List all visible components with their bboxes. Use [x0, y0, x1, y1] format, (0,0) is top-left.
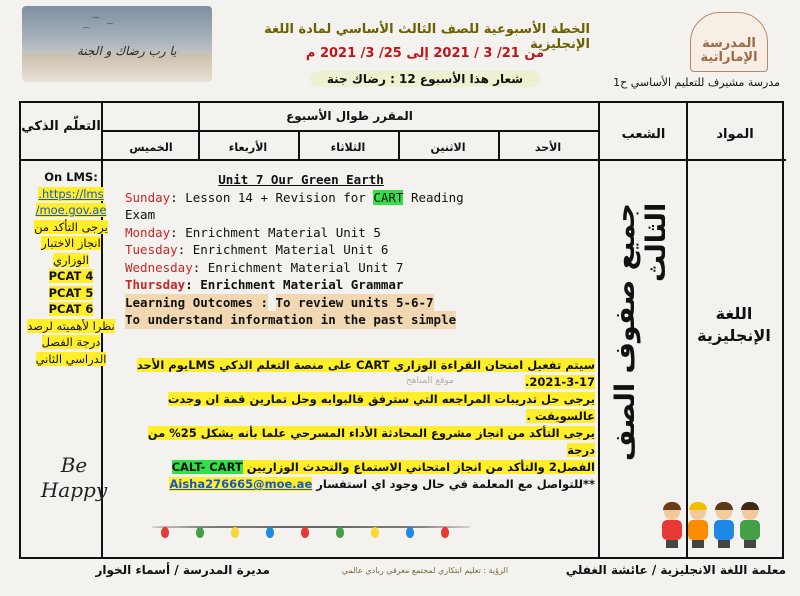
principal-signature: مديرة المدرسة / أسماء الخوار [95, 563, 270, 577]
bulb-icon [161, 527, 169, 538]
day-wednesday: الأربعاء [228, 141, 268, 154]
thursday-row [125, 276, 477, 294]
lms-link-cont[interactable]: moe.gov.ae/ [35, 203, 107, 217]
banner-image [22, 6, 212, 82]
monday-row [125, 224, 477, 242]
watermark: موقع المناهج [406, 376, 454, 386]
bulb-icon [231, 527, 239, 538]
outcomes-title: Learning Outcomes : [125, 294, 268, 310]
outcome-2: To understand information in the past simple [125, 312, 457, 327]
bulb-icon [301, 527, 309, 538]
kid-icon [713, 504, 735, 548]
weekly-slogan: شعار هذا الأسبوع 12 : رضاك جنة [310, 71, 540, 87]
school-name: مدرسة مشيرف للتعليم الأساسي ح1 [613, 76, 780, 89]
header-subjects: المواد [716, 127, 754, 142]
kid-icon [687, 504, 709, 548]
plan-title: الخطة الأسبوعية للصف الثالث الأساسي لمادة اللغة الإنجليزية [264, 22, 590, 52]
weekly-content [125, 171, 477, 329]
note-line-5: **للتواصل مع المعلمة في حال وجود اي استفسار [312, 477, 595, 491]
pcat-4: PCAT 4 [48, 269, 94, 283]
logo-line2: الإماراتية [700, 50, 758, 65]
kid-icon [661, 504, 683, 548]
logo-text [691, 37, 767, 65]
day-tuesday: الثلاثاء [330, 141, 366, 154]
monday-text: : Enrichment Material Unit 5 [170, 224, 381, 240]
wednesday-row [125, 259, 477, 277]
lms-link[interactable]: https://lms. [38, 186, 104, 201]
logo-line1: المدرسة [702, 36, 756, 51]
table-divider [101, 130, 598, 132]
teacher-signature: معلمة اللغة الانجليزية / عائشة الغفلي [565, 563, 786, 577]
sunday-text-end: Reading Exam [125, 189, 464, 222]
happy-word: Happy [40, 478, 108, 502]
sections-vertical-text: جميع صفوف الصف الثالث [610, 203, 672, 461]
pcat-5: PCAT 5 [48, 285, 94, 300]
bulb-icon [336, 527, 344, 538]
outcome-1: To review units 5-6-7 [275, 294, 434, 310]
plan-table [19, 101, 784, 559]
kids-clipart [661, 498, 771, 548]
school-logo [690, 12, 768, 72]
bird-icon: ⌒ [106, 23, 114, 32]
pcat-6: PCAT 6 [48, 302, 94, 316]
sunday-text: : Lesson 14 + Revision for [170, 189, 374, 205]
bulb-icon [441, 527, 449, 538]
lms-importance: نظرا لأهميته لرصد درجة الفصل الدراسي الثاني [27, 318, 115, 366]
thursday-label: Thursday [125, 277, 186, 292]
tuesday-row [125, 241, 477, 259]
sunday-label: Sunday [125, 189, 171, 205]
header-smart-learning: التعلّم الذكي [21, 119, 101, 134]
kid-icon [739, 504, 761, 548]
note-line-3: يرجى التأكد من انجاز مشروع المحادثة الأداء المسرحي علما بأنه يشكل 25% من درجة [147, 426, 595, 457]
wednesday-label: Wednesday [125, 259, 193, 275]
table-divider [686, 103, 688, 557]
table-divider [21, 159, 786, 161]
note-line-1: سيتم تفعيل امتحان القراءة الوزاري CART على منصة التعلم الذكي LMSيوم الأحد 17-3-2021. [136, 358, 595, 389]
monday-label: Monday [125, 224, 171, 240]
notes-block [125, 357, 595, 493]
note-line-4: الفصل2 والتأكد من انجاز امتحاني الاستماع والتحدث الوزاريين [242, 460, 595, 474]
be-word: Be [60, 453, 88, 477]
lms-column [25, 169, 117, 367]
teacher-email-link[interactable]: Aisha276665@moe.ae [169, 477, 313, 491]
table-divider [598, 103, 600, 557]
bulb-icon [406, 527, 414, 538]
sections-cell [606, 203, 676, 503]
lms-title: On LMS: [44, 170, 98, 184]
bird-icon: ⌒ [92, 17, 100, 26]
tuesday-text: : Enrichment Material Unit 6 [177, 242, 389, 257]
calt-cart-tag: CALT- CART [171, 460, 243, 474]
sunday-row [125, 189, 477, 224]
bulb-icon [196, 527, 204, 538]
day-thursday: الخميس [129, 141, 173, 154]
bird-icon: ⌒ [82, 27, 90, 36]
plan-date-range: من 21/ 3 / 2021 إلى 25/ 3/ 2021 م [305, 46, 545, 61]
header-sections: الشعب [621, 127, 666, 142]
banner-text: يا رب رضاك و الجنة [77, 44, 177, 58]
wednesday-text: : Enrichment Material Unit 7 [192, 259, 404, 275]
bulb-icon [266, 527, 274, 538]
string-lights-decoration [151, 523, 471, 539]
day-sunday: الأحد [534, 141, 562, 154]
vision-statement: الرؤية : تعليم ابتكاري لمجتمع معرفي ريادي عالمي [341, 566, 509, 575]
banner-ground [22, 54, 212, 82]
cart-tag: CART [373, 189, 404, 205]
lms-note: يرجى التأكد من انجاز الاختبار الوزاري [34, 219, 108, 267]
be-happy-text [39, 453, 109, 503]
bulb-icon [371, 527, 379, 538]
note-line-2: يرجى حل تدريبات المراجعه التي سترفق قالبوابه وحل تمارين قمة ان وجدت عالسويفت . [167, 392, 595, 423]
unit-title: Unit 7 Our Green Earth [218, 172, 384, 187]
header-curriculum: المقرر طوال الأسبوع [286, 109, 413, 123]
thursday-text: : Enrichment Material Grammar [185, 277, 404, 292]
subject-name: اللغة الإنجليزية [697, 304, 771, 345]
day-monday: الاثنين [430, 141, 466, 154]
tuesday-label: Tuesday [125, 242, 178, 257]
